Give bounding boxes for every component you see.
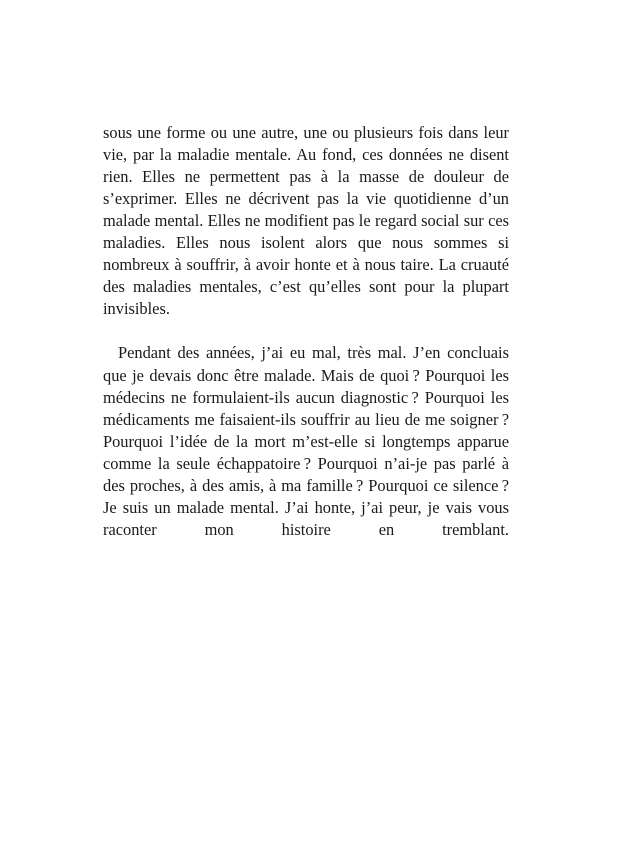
paragraph-2: Pendant des années, j’ai eu mal, très mal. J’en concluais que je devais donc être malade. Mais de quoi ? Pourquoi les médecins ne formulaient-ils aucun diagnostic ? Pourquoi les médicaments me faisaient-ils souffrir au lieu de me soigner ? Pourquoi l’idée de la mort m’est-elle si longtemps apparue comme la seule échappatoire ? Pourquoi n’ai-je pas parlé à des proches, à des amis, à ma famille ? Pourquoi ce silence ? Je suis un malade mental. J’ai honte, j’ai peur, je vais vous raconter mon histoire en tremblant.: [103, 343, 509, 539]
paragraph-1: sous une forme ou une autre, une ou plusieurs fois dans leur vie, par la maladie mentale. Au fond, ces données ne disent rien. Elles ne permettent pas à la masse de douleur de s’exprimer. Elles ne décrivent pas la vie quotidienne d’un malade mental. Elles ne modifient pas le regard social sur ces maladies. Elles nous isolent alors que nous sommes si nombreux à souffrir, à avoir honte et à nous taire. La cruauté des maladies mentales, c’est qu’elles sont pour la plupart invisibles.: [103, 123, 509, 319]
page-text-block: [103, 122, 509, 563]
